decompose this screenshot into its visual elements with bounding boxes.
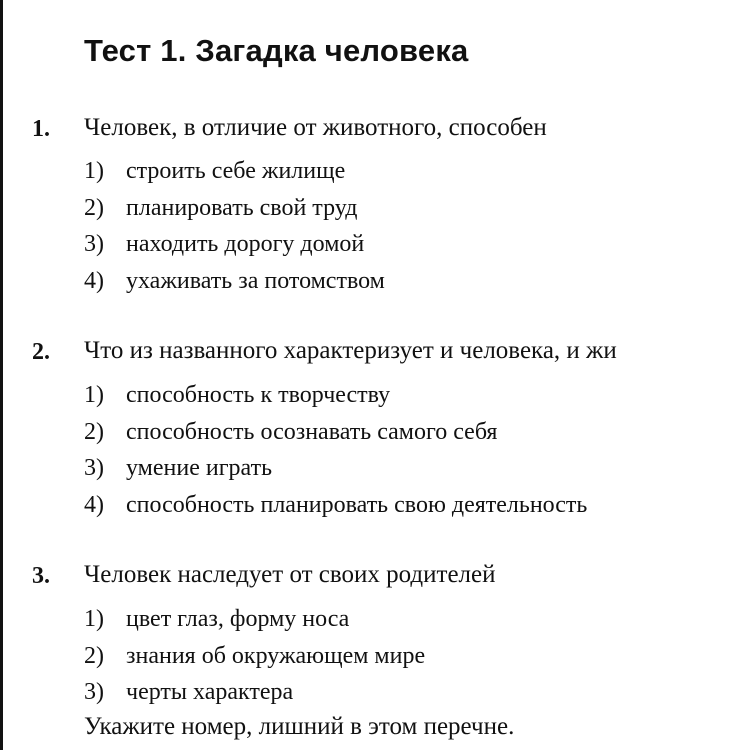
option-text: способность планировать свою деятельность [126,492,588,518]
question-2-option-3 [84,453,272,483]
question-2-text: Что из названного характеризует и человека, и жи [84,337,617,364]
option-text: находить дорогу домой [126,231,365,257]
option-text: планировать свой труд [126,195,358,221]
option-text: черты характера [126,679,294,705]
option-number: 4) [84,492,104,518]
question-2-option-2 [84,417,497,447]
question-3-option-2 [84,641,425,671]
question-1-option-3 [84,229,364,259]
option-number: 1) [84,382,104,408]
question-3-note: Укажите номер, лишний в этом перечне. [84,713,515,740]
option-number: 2) [84,643,104,669]
option-number: 2) [84,419,104,445]
test-title: Тест 1. Загадка человека [84,33,469,68]
option-number: 1) [84,158,104,184]
option-number: 3) [84,231,104,257]
option-number: 2) [84,195,104,221]
question-1-option-4 [84,266,385,296]
option-number: 3) [84,455,104,481]
option-text: способность к творчеству [126,382,391,408]
question-3-option-1 [84,604,349,634]
question-1-number: 1. [32,116,50,142]
option-text: способность осознавать самого себя [126,419,498,445]
option-text: знания об окружающем мире [126,643,426,669]
question-2-option-4 [84,490,587,520]
question-2-number: 2. [32,339,50,365]
question-3-number: 3. [32,563,50,589]
question-1-option-1 [84,156,345,186]
option-number: 3) [84,679,104,705]
option-text: строить себе жилище [126,158,346,184]
question-1-option-2 [84,193,357,223]
option-number: 1) [84,606,104,632]
option-text: умение играть [126,455,273,481]
page-left-border [0,0,3,750]
question-1-text: Человек, в отличие от животного, способен [84,114,547,141]
option-number: 4) [84,268,104,294]
question-2-option-1 [84,380,390,410]
question-3-option-3 [84,677,293,707]
question-3-text: Человек наследует от своих родителей [84,561,496,588]
option-text: цвет глаз, форму носа [126,606,350,632]
option-text: ухаживать за потомством [126,268,385,294]
